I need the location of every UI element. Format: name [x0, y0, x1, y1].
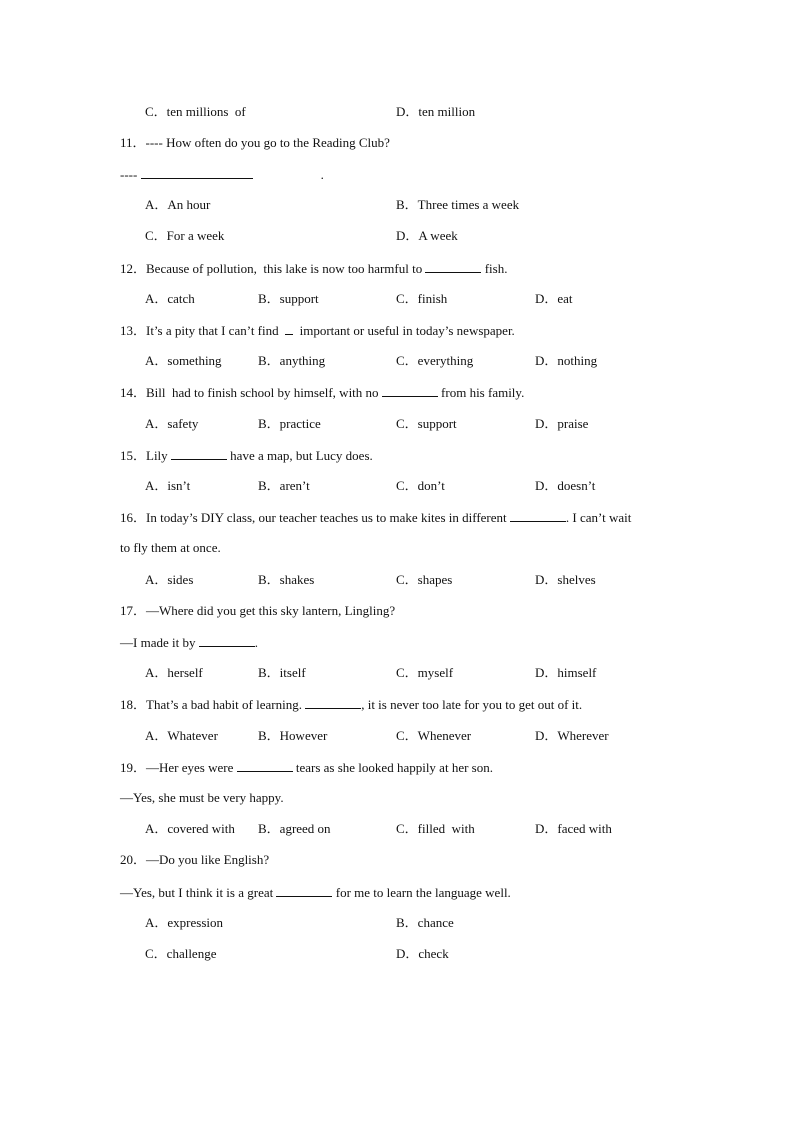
q18-option-b: B．However: [258, 728, 328, 743]
q16-stem-part-a: 16．In today’s DIY class, our teacher teaches us to make kites in different: [120, 510, 510, 525]
q15-stem-part-a: 15．Lily: [120, 448, 171, 463]
q17-blank: [199, 634, 255, 647]
q14-blank: [382, 384, 438, 397]
q19-option-b: B．agreed on: [258, 821, 331, 836]
q18-stem: [120, 696, 582, 713]
q14-option-d: D．praise: [535, 416, 589, 431]
q16-stem: [120, 509, 631, 526]
q18-option-c: C．Whenever: [396, 728, 472, 743]
q12-option-c: C．finish: [396, 291, 448, 306]
q17-option-d: D．himself: [535, 665, 597, 680]
q11-option-a: A．An hour: [145, 197, 211, 212]
q17-option-c: C．myself: [396, 665, 454, 680]
q20-reply: [120, 884, 511, 901]
q13-stem-part-a: 13．It’s a pity that I can’t find: [120, 323, 286, 338]
q14-stem-part-a: 14．Bill had to finish school by himself, with no: [120, 385, 382, 400]
q20-option-a: A．expression: [145, 915, 223, 930]
q18-stem-part-a: 18．That’s a bad habit of learning.: [120, 697, 306, 712]
q19-stem-part-a: 19．—Her eyes were: [120, 760, 237, 775]
q14-stem: [120, 384, 524, 401]
q19-option-d: D．faced with: [535, 821, 612, 836]
q15-blank: [171, 447, 227, 460]
q15-stem: [120, 447, 373, 464]
q19-stem-part-b: tears as she looked happily at her son.: [292, 760, 493, 775]
q12-option-d: D．eat: [535, 291, 573, 306]
q20-reply-part-a: —Yes, but I think it is a great: [120, 885, 277, 900]
q11-reply-suffix: .: [320, 167, 324, 182]
q16-option-d: D．shelves: [535, 572, 596, 587]
q20-option-d: D．check: [396, 946, 449, 961]
q20-option-b: B．chance: [396, 915, 454, 930]
q14-stem-part-b: from his family.: [437, 385, 525, 400]
q11-option-b: B．Three times a week: [396, 197, 520, 212]
q20-blank: [276, 884, 332, 897]
q20-option-c: C．challenge: [145, 946, 217, 961]
q15-stem-part-b: have a map, but Lucy does.: [226, 448, 373, 463]
q13-blank: [285, 322, 293, 335]
q19-blank: [237, 759, 293, 772]
q17-option-a: A．herself: [145, 665, 203, 680]
q19-stem: [120, 759, 493, 776]
q17-option-b: B．itself: [258, 665, 306, 680]
q16-stem-part-b: . I can’t wait: [565, 510, 632, 525]
q18-blank: [305, 696, 361, 709]
q11-stem: 11．---- How often do you go to the Reading Club?: [120, 135, 390, 150]
q12-stem-part-a: 12．Because of pollution, this lake is now too harmful to: [120, 261, 426, 276]
q17-stem: 17．—Where did you get this sky lantern, Lingling?: [120, 603, 396, 618]
q12-blank: [425, 260, 481, 273]
q15-option-a: A．isn’t: [145, 478, 191, 493]
q11-blank: [141, 166, 253, 179]
q11-option-c: C．For a week: [145, 228, 225, 243]
q14-option-a: A．safety: [145, 416, 199, 431]
q10-option-d: D．ten million: [396, 104, 476, 119]
q18-stem-part-b: , it is never too late for you to get out of it.: [361, 697, 583, 712]
q12-stem-part-b: fish.: [481, 261, 508, 276]
q11-reply-prefix: ----: [120, 167, 141, 182]
q10-option-c: C．ten millions of: [145, 104, 246, 119]
q20-reply-part-b: for me to learn the language well.: [332, 885, 511, 900]
q18-option-a: A．Whatever: [145, 728, 218, 743]
q13-option-b: B．anything: [258, 353, 326, 368]
q16-option-a: A．sides: [145, 572, 194, 587]
q17-reply-part-b: .: [254, 635, 258, 650]
q13-stem-part-b: important or useful in today’s newspaper.: [293, 323, 515, 338]
q11-reply: [120, 166, 324, 183]
q19-reply: —Yes, she must be very happy.: [120, 790, 284, 805]
q15-option-b: B．aren’t: [258, 478, 310, 493]
q15-option-d: D．doesn’t: [535, 478, 596, 493]
q14-option-c: C．support: [396, 416, 457, 431]
q16-blank: [510, 509, 566, 522]
q14-option-b: B．practice: [258, 416, 321, 431]
q16-option-b: B．shakes: [258, 572, 315, 587]
q13-option-d: D．nothing: [535, 353, 598, 368]
q13-option-c: C．everything: [396, 353, 474, 368]
q17-reply: [120, 634, 258, 651]
q13-stem: [120, 322, 515, 339]
q19-option-c: C．filled with: [396, 821, 475, 836]
q13-option-a: A．something: [145, 353, 222, 368]
q16-stem-continuation: to fly them at once.: [120, 540, 221, 555]
q20-stem: 20．—Do you like English?: [120, 852, 270, 867]
q12-option-b: B．support: [258, 291, 319, 306]
q17-reply-part-a: —I made it by: [120, 635, 199, 650]
q12-option-a: A．catch: [145, 291, 195, 306]
q16-option-c: C．shapes: [396, 572, 453, 587]
q12-stem: [120, 260, 507, 277]
q15-option-c: C．don’t: [396, 478, 445, 493]
q19-option-a: A．covered with: [145, 821, 235, 836]
q18-option-d: D．Wherever: [535, 728, 609, 743]
q11-option-d: D．A week: [396, 228, 458, 243]
